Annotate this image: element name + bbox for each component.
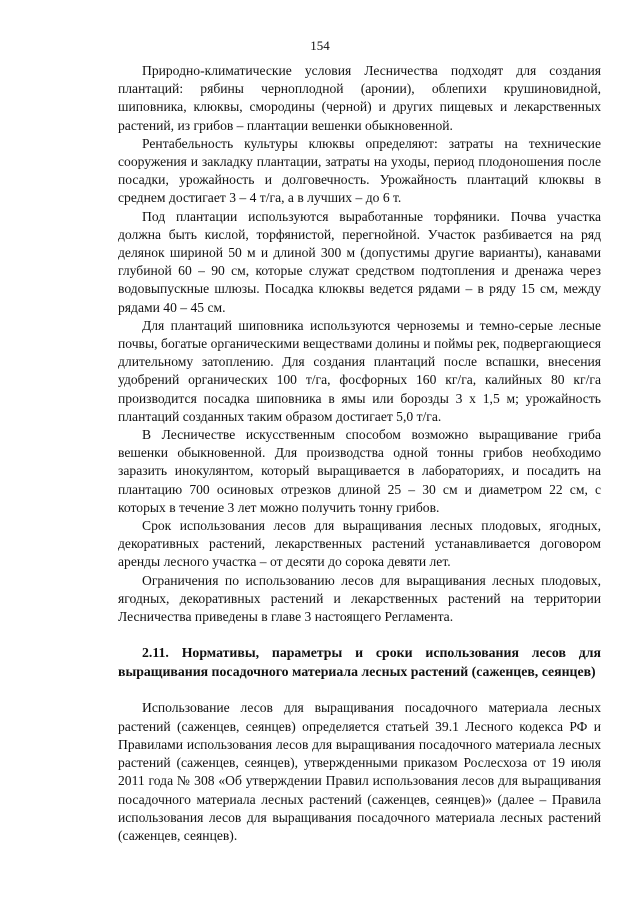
paragraph-lease-term: Срок использования лесов для выращивания лесных плодовых, ягодных, декоративных растений, лекарственных растений устанавливается договором аренды лесного участка – от десяти до сорока девяти лет. (118, 518, 601, 570)
paragraph-peatlands: Под плантации используются выработанные торфяники. Почва участка должна быть кислой, торфянистой, перегнойной. Участок разбивается на ряд делянок шириной 50 м и длиной 300 м (допустимы другие варианты), канавами глубиной 60 – 90 см, которые служат средством подтопления и дренажа через водовыпускные шлюзы. Посадка клюквы ведется рядами – в ряду 15 см, между рядами 40 – 45 см. (118, 208, 601, 315)
page-number: 154 (310, 38, 330, 53)
paragraph-climate: Природно-климатические условия Лесничества подходят для создания плантаций: рябины черноплодной (аронии), облепихи крушиновидной, шиповника, клюквы, смородины (черной) и других пищевых и лекарственных растений, из грибов – плантации вешенки обыкновенной. (118, 63, 601, 133)
paragraph-rosehip: Для плантаций шиповника используются черноземы и темно-серые лесные почвы, богатые органическими веществами долины и поймы рек, подвергающиеся длительному затоплению. Для создания плантаций после вспашки, внесения удобрений органических 100 т/га, фосфорных 160 кг/га, калийных 80 кг/га производится посадка шиповника в ямы или борозды 3 х 1,5 м; урожайность плантаций созданных таким образом достигает 5,0 т/га. (118, 317, 601, 424)
paragraph-oyster-mushroom: В Лесничестве искусственным способом возможно выращивание гриба вешенки обыкновенной. Для производства одной тонны грибов необходимо заразить инокулянтом, который выращивается в лабораториях, и посадить на плантацию 700 осиновых отрезков длиной 25 – 30 см и диаметром 22 см, с которых в течение 3 лет можно получить тонну грибов. (118, 427, 601, 515)
page-content (118, 62, 601, 845)
paragraph-restrictions: Ограничения по использованию лесов для выращивания лесных плодовых, ягодных, декоративных растений и лекарственных растений на территории Лесничества приведены в главе 3 настоящего Регламента. (118, 572, 601, 625)
paragraph-cranberry-profitability: Рентабельность культуры клюквы определяют: затраты на технические сооружения и закладку плантации, затраты на уходы, период плодоношения после посадки, урожайность и долговечность. Урожайность плантаций клюквы в среднем достигает 3 – 4 т/га, а в лучших – до 6 т. (118, 135, 601, 206)
paragraph-seedlings-regulation: Использование лесов для выращивания посадочного материала лесных растений (саженцев, сеянцев) определяется статьей 39.1 Лесного кодекса РФ и Правилами использования лесов для выращивания посадочного материала лесных растений (саженцев, сеянцев), утвержденными приказом Рослесхоза от 19 июля 2011 года № 308 «Об утверждении Правил использования лесов для выращивания посадочного материала лесных растений (саженцев, сеянцев)» (далее – Правила использования лесов для выращивания посадочного материала лесных растений (саженцев, сеянцев). (118, 700, 601, 843)
section-heading: 2.11. Нормативы, параметры и сроки использования лесов для выращивания посадочного материала лесных растений (саженцев, сеянцев) (118, 645, 601, 679)
